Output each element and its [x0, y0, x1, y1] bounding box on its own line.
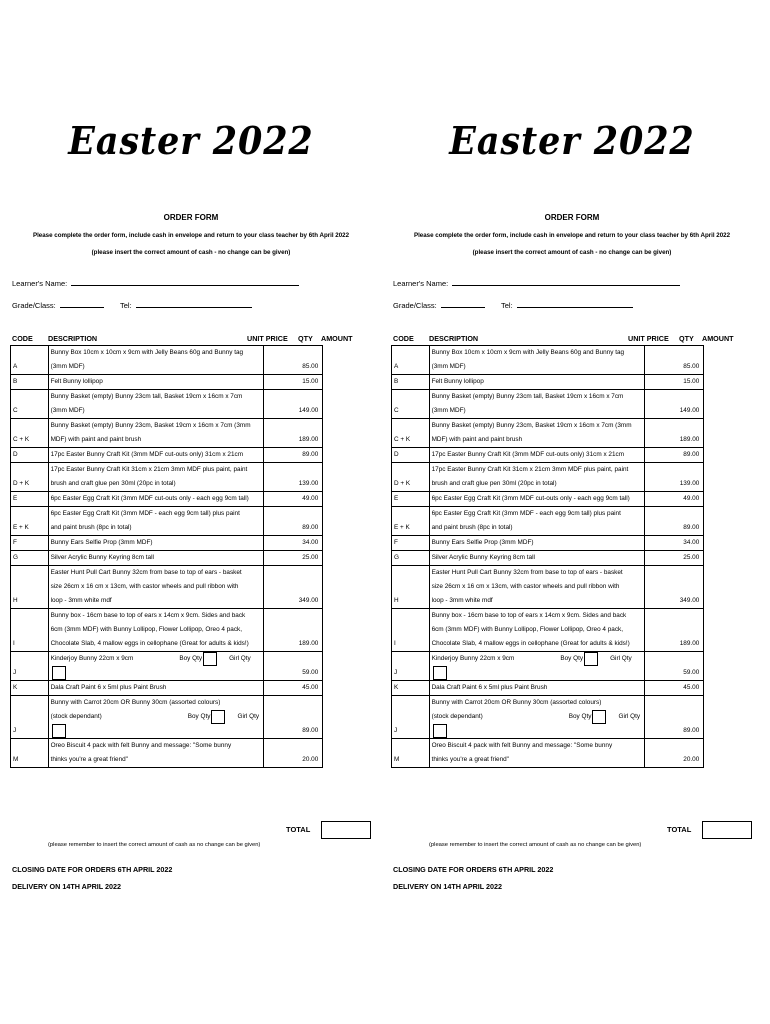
- item-description-text: Bunny box - 16cm base to top of ears x 14cm x 9cm. Sides and back 6cm (3mm MDF) with Bunny Lollipop, Flower Lollipop, Oreo 4 pack, Chocolate Slab, 4 mallow eggs in cellophane (Great for adults & kids!): [50, 612, 249, 647]
- item-description-text: 17pc Easter Bunny Craft Kit 31cm x 21cm 3mm MDF plus paint, paint brush and craft glue pen 30ml (20pc in total): [50, 466, 248, 487]
- total-label: TOTAL: [286, 825, 311, 834]
- item-description: [48, 346, 264, 375]
- table-row: [392, 375, 744, 390]
- total-amount-box[interactable]: [702, 821, 752, 839]
- item-description: [429, 390, 645, 419]
- item-description-text: 17pc Easter Bunny Craft Kit (3mm MDF cut-outs only) 31cm x 21cm: [431, 451, 625, 458]
- item-description: [429, 566, 645, 609]
- table-row: [392, 507, 744, 536]
- girl-qty-label: Girl Qty: [237, 713, 260, 720]
- grade-class-label: Grade/Class:: [12, 301, 56, 310]
- item-qty-cell[interactable]: [323, 507, 362, 536]
- boy-qty-box[interactable]: [592, 710, 606, 724]
- item-description-text: 17pc Easter Bunny Craft Kit (3mm MDF cut-outs only) 31cm x 21cm: [50, 451, 244, 458]
- item-qty-cell[interactable]: [704, 609, 743, 652]
- learner-name-label: Learner's Name:: [12, 279, 68, 288]
- girl-qty-label: Girl Qty: [229, 655, 251, 662]
- table-row: [392, 390, 744, 419]
- item-description-line: Bunny with Carrot 20cm OR Bunny 30cm (assorted colours): [431, 699, 602, 706]
- item-description-text: Dala Craft Paint 6 x 5ml plus Paint Brush: [50, 684, 167, 691]
- order-items-table: [10, 345, 362, 768]
- item-code: M: [11, 739, 49, 768]
- item-description: [429, 551, 645, 566]
- order-items-table: [391, 345, 743, 768]
- item-qty-cell[interactable]: [323, 375, 362, 390]
- item-description-text: Bunny Basket (empty) Bunny 23cm, Basket 19cm x 16cm x 7cm (3mm MDF) with paint and paint brush: [431, 422, 632, 443]
- item-description: [429, 739, 645, 768]
- item-description-text: Bunny box - 16cm base to top of ears x 14cm x 9cm. Sides and back 6cm (3mm MDF) with Bunny Lollipop, Flower Lollipop, Oreo 4 pack, Chocolate Slab, 4 mallow eggs in cellophane (Great for adults & kids!): [431, 612, 630, 647]
- item-unit-price: 20.00: [264, 739, 323, 768]
- item-unit-price: 15.00: [645, 375, 704, 390]
- total-label: TOTAL: [667, 825, 692, 834]
- table-row: [11, 507, 363, 536]
- table-row: [11, 566, 363, 609]
- table-row: [11, 419, 363, 448]
- table-row: [392, 346, 744, 375]
- table-row: [11, 448, 363, 463]
- item-qty-cell[interactable]: [704, 492, 743, 507]
- item-description-text: Bunny Basket (empty) Bunny 23cm, Basket 19cm x 16cm x 7cm (3mm MDF) with paint and paint brush: [50, 422, 251, 443]
- girl-qty-label: Girl Qty: [610, 655, 632, 662]
- item-code: A: [392, 346, 430, 375]
- item-code: E + K: [11, 507, 49, 536]
- item-description: [429, 448, 645, 463]
- item-qty-cell[interactable]: [704, 390, 743, 419]
- item-unit-price: 349.00: [264, 566, 323, 609]
- table-row: [392, 739, 744, 768]
- item-description: [48, 696, 264, 739]
- boy-qty-label: Boy Qty: [187, 713, 211, 720]
- girl-qty-box[interactable]: [52, 724, 66, 738]
- grade-class-field[interactable]: [393, 299, 485, 310]
- item-description-line: Kinderjoy Bunny 22cm x 9cm: [50, 655, 134, 662]
- item-unit-price: 149.00: [645, 390, 704, 419]
- header-unit-price: UNIT PRICE: [247, 334, 288, 343]
- item-description-text: Silver Acrylic Bunny Keyring 8cm tall: [50, 554, 154, 561]
- item-qty-cell[interactable]: [704, 346, 743, 375]
- item-description: [429, 375, 645, 390]
- item-unit-price: 15.00: [264, 375, 323, 390]
- table-row: [392, 609, 744, 652]
- item-unit-price: 139.00: [264, 463, 323, 492]
- item-qty-cell[interactable]: [704, 375, 743, 390]
- item-code: J: [392, 696, 430, 739]
- table-row: [392, 463, 744, 492]
- item-qty-cell[interactable]: [323, 652, 362, 681]
- item-description: [429, 492, 645, 507]
- header-code: CODE: [393, 334, 414, 343]
- item-description-text: Dala Craft Paint 6 x 5ml plus Paint Brush: [431, 684, 548, 691]
- table-row: [11, 551, 363, 566]
- item-unit-price: 139.00: [645, 463, 704, 492]
- item-code: E + K: [392, 507, 430, 536]
- table-row: [392, 536, 744, 551]
- item-description-text: Silver Acrylic Bunny Keyring 8cm tall: [431, 554, 535, 561]
- item-description: [48, 536, 264, 551]
- item-unit-price: 45.00: [645, 681, 704, 696]
- item-description: [429, 536, 645, 551]
- item-code: D + K: [11, 463, 49, 492]
- item-qty-cell[interactable]: [704, 652, 743, 681]
- item-qty-cell[interactable]: [704, 419, 743, 448]
- learner-name-field[interactable]: [393, 277, 680, 288]
- item-unit-price: 89.00: [645, 448, 704, 463]
- table-row: [11, 681, 363, 696]
- instruction-text: Please complete the order form, include cash in envelope and return to your class teacher by 6th April 2022: [413, 232, 731, 239]
- item-description-text: Felt Bunny lollipop: [50, 378, 103, 385]
- header-qty: QTY: [298, 334, 313, 343]
- girl-qty-box[interactable]: [433, 724, 447, 738]
- item-code: E: [11, 492, 49, 507]
- item-code: B: [392, 375, 430, 390]
- item-code: G: [392, 551, 430, 566]
- item-unit-price: 49.00: [645, 492, 704, 507]
- boy-qty-box[interactable]: [211, 710, 225, 724]
- order-form-heading: ORDER FORM: [544, 213, 600, 222]
- girl-qty-label: Girl Qty: [618, 713, 641, 720]
- header-description: DESCRIPTION: [48, 334, 98, 343]
- item-code: C: [11, 390, 49, 419]
- table-row: [11, 696, 363, 739]
- delivery-date: DELIVERY ON 14TH APRIL 2022: [393, 882, 503, 891]
- table-row: [392, 419, 744, 448]
- item-qty-cell[interactable]: [323, 419, 362, 448]
- order-form-heading: ORDER FORM: [163, 213, 219, 222]
- item-unit-price: 89.00: [645, 507, 704, 536]
- item-description: [429, 681, 645, 696]
- item-unit-price: 49.00: [264, 492, 323, 507]
- item-qty-cell[interactable]: [323, 536, 362, 551]
- table-row: [392, 551, 744, 566]
- item-code: H: [11, 566, 49, 609]
- table-row: [11, 463, 363, 492]
- item-unit-price: 189.00: [264, 609, 323, 652]
- reminder-note: (please remember to insert the correct amount of cash as no change can be given): [429, 842, 642, 848]
- table-row: [11, 375, 363, 390]
- item-description: [48, 652, 264, 681]
- cash-note: (please insert the correct amount of cash - no change can be given): [472, 249, 672, 256]
- item-code: I: [392, 609, 430, 652]
- tel-field[interactable]: [501, 299, 633, 310]
- grade-class-label: Grade/Class:: [393, 301, 437, 310]
- item-description: [48, 419, 264, 448]
- header-unit-price: UNIT PRICE: [628, 334, 669, 343]
- girl-qty-box[interactable]: [433, 666, 447, 680]
- item-description-text: Bunny Box 10cm x 10cm x 9cm with Jelly Beans 60g and Bunny tag (3mm MDF): [431, 349, 625, 370]
- item-description-line: (stock dependant): [50, 713, 102, 720]
- delivery-date: DELIVERY ON 14TH APRIL 2022: [12, 882, 122, 891]
- item-code: A: [11, 346, 49, 375]
- grade-class-field[interactable]: [12, 299, 104, 310]
- item-code: K: [392, 681, 430, 696]
- item-unit-price: 34.00: [264, 536, 323, 551]
- closing-date: CLOSING DATE FOR ORDERS 6TH APRIL 2022: [12, 865, 173, 874]
- item-unit-price: 149.00: [264, 390, 323, 419]
- item-code: F: [392, 536, 430, 551]
- item-description-line: (stock dependant): [431, 713, 483, 720]
- boy-qty-label: Boy Qty: [560, 655, 584, 662]
- boy-qty-label: Boy Qty: [179, 655, 203, 662]
- reminder-note: (please remember to insert the correct amount of cash as no change can be given): [48, 842, 261, 848]
- item-unit-price: 45.00: [264, 681, 323, 696]
- item-qty-cell[interactable]: [323, 463, 362, 492]
- item-description: [429, 346, 645, 375]
- item-description: [48, 463, 264, 492]
- item-description: [429, 609, 645, 652]
- item-description: [48, 507, 264, 536]
- table-row: [11, 492, 363, 507]
- item-qty-cell[interactable]: [323, 696, 362, 739]
- item-code: C + K: [392, 419, 430, 448]
- item-qty-cell[interactable]: [704, 551, 743, 566]
- item-description: [429, 419, 645, 448]
- cash-note: (please insert the correct amount of cash - no change can be given): [91, 249, 291, 256]
- tel-label: Tel:: [120, 301, 132, 310]
- item-unit-price: 89.00: [264, 696, 323, 739]
- item-qty-cell[interactable]: [323, 566, 362, 609]
- header-code: CODE: [12, 334, 33, 343]
- item-description: [429, 463, 645, 492]
- table-row: [11, 390, 363, 419]
- tel-field[interactable]: [120, 299, 252, 310]
- item-qty-cell[interactable]: [323, 448, 362, 463]
- item-qty-cell[interactable]: [704, 739, 743, 768]
- item-description-text: Easter Hunt Pull Cart Bunny 32cm from base to top of ears - basket size 26cm x 16 cm x 13cm, with castor wheels and pull ribbon with loop - 3mm white mdf: [431, 569, 623, 604]
- table-row: [392, 448, 744, 463]
- item-description-text: 6pc Easter Egg Craft Kit (3mm MDF - each egg 9cm tall) plus paint and paint brush (8pc in total): [431, 510, 621, 531]
- item-qty-cell[interactable]: [704, 507, 743, 536]
- table-row: [392, 696, 744, 739]
- item-code: H: [392, 566, 430, 609]
- item-description-text: 6pc Easter Egg Craft Kit (3mm MDF cut-outs only - each egg 9cm tall): [431, 495, 630, 502]
- item-description-text: Oreo Biscuit 4 pack with felt Bunny and message: "Some bunny thinks you're a great friend": [50, 742, 232, 763]
- item-code: D: [392, 448, 430, 463]
- item-code: J: [392, 652, 430, 681]
- item-unit-price: 189.00: [645, 609, 704, 652]
- item-description-line: Kinderjoy Bunny 22cm x 9cm: [431, 655, 515, 662]
- item-description: [48, 551, 264, 566]
- item-code: K: [11, 681, 49, 696]
- header-description: DESCRIPTION: [429, 334, 479, 343]
- item-unit-price: 189.00: [264, 419, 323, 448]
- item-qty-cell[interactable]: [704, 681, 743, 696]
- item-code: B: [11, 375, 49, 390]
- form-title: Easter 2022: [68, 118, 314, 163]
- item-code: J: [11, 696, 49, 739]
- item-unit-price: 349.00: [645, 566, 704, 609]
- item-description: [48, 566, 264, 609]
- item-code: D: [11, 448, 49, 463]
- item-description: [48, 609, 264, 652]
- table-row: [11, 652, 363, 681]
- item-qty-cell[interactable]: [704, 536, 743, 551]
- item-qty-cell[interactable]: [323, 390, 362, 419]
- header-amount: AMOUNT: [321, 334, 353, 343]
- item-description: [48, 390, 264, 419]
- item-qty-cell[interactable]: [323, 609, 362, 652]
- table-row: [11, 536, 363, 551]
- item-unit-price: 20.00: [645, 739, 704, 768]
- item-qty-cell[interactable]: [323, 681, 362, 696]
- item-description: [48, 492, 264, 507]
- total-amount-box[interactable]: [321, 821, 371, 839]
- item-unit-price: 59.00: [645, 652, 704, 681]
- item-unit-price: 189.00: [645, 419, 704, 448]
- item-description-text: 6pc Easter Egg Craft Kit (3mm MDF - each egg 9cm tall) plus paint and paint brush (8pc in total): [50, 510, 240, 531]
- girl-qty-box[interactable]: [52, 666, 66, 680]
- item-description: [429, 696, 645, 739]
- learner-name-label: Learner's Name:: [393, 279, 449, 288]
- table-row: [11, 346, 363, 375]
- item-qty-cell[interactable]: [704, 566, 743, 609]
- table-row: [11, 609, 363, 652]
- item-unit-price: 59.00: [264, 652, 323, 681]
- table-row: [392, 681, 744, 696]
- item-unit-price: 89.00: [264, 507, 323, 536]
- item-qty-cell[interactable]: [323, 492, 362, 507]
- item-description-line: Bunny with Carrot 20cm OR Bunny 30cm (assorted colours): [50, 699, 221, 706]
- table-row: [392, 652, 744, 681]
- item-qty-cell[interactable]: [704, 463, 743, 492]
- closing-date: CLOSING DATE FOR ORDERS 6TH APRIL 2022: [393, 865, 554, 874]
- item-description-text: Bunny Ears Selfie Prop (3mm MDF): [431, 539, 534, 546]
- learner-name-field[interactable]: [12, 277, 299, 288]
- table-row: [11, 739, 363, 768]
- item-description: [429, 507, 645, 536]
- item-code: J: [11, 652, 49, 681]
- item-description: [48, 681, 264, 696]
- item-code: C + K: [11, 419, 49, 448]
- item-code: I: [11, 609, 49, 652]
- item-description-text: Oreo Biscuit 4 pack with felt Bunny and message: "Some bunny thinks you're a great friend": [431, 742, 613, 763]
- item-qty-cell[interactable]: [323, 346, 362, 375]
- item-description-text: 6pc Easter Egg Craft Kit (3mm MDF cut-outs only - each egg 9cm tall): [50, 495, 249, 502]
- item-code: G: [11, 551, 49, 566]
- item-description: [48, 375, 264, 390]
- item-description-text: Bunny Basket (empty) Bunny 23cm tall, Basket 19cm x 16cm x 7cm (3mm MDF): [431, 393, 624, 414]
- item-unit-price: 34.00: [645, 536, 704, 551]
- item-description-text: Bunny Ears Selfie Prop (3mm MDF): [50, 539, 153, 546]
- item-unit-price: 25.00: [264, 551, 323, 566]
- item-description: [48, 448, 264, 463]
- item-description-text: Felt Bunny lollipop: [431, 378, 484, 385]
- item-description-text: Easter Hunt Pull Cart Bunny 32cm from base to top of ears - basket size 26cm x 16 cm x 13cm, with castor wheels and pull ribbon with loop - 3mm white mdf: [50, 569, 242, 604]
- item-unit-price: 89.00: [645, 696, 704, 739]
- item-unit-price: 89.00: [264, 448, 323, 463]
- item-qty-cell[interactable]: [704, 448, 743, 463]
- table-row: [392, 492, 744, 507]
- table-row: [392, 566, 744, 609]
- item-code: M: [392, 739, 430, 768]
- item-description-text: 17pc Easter Bunny Craft Kit 31cm x 21cm 3mm MDF plus paint, paint brush and craft glue pen 30ml (20pc in total): [431, 466, 629, 487]
- item-description-text: Bunny Basket (empty) Bunny 23cm tall, Basket 19cm x 16cm x 7cm (3mm MDF): [50, 393, 243, 414]
- item-code: E: [392, 492, 430, 507]
- boy-qty-box[interactable]: [203, 652, 217, 666]
- header-amount: AMOUNT: [702, 334, 734, 343]
- item-code: D + K: [392, 463, 430, 492]
- form-title: Easter 2022: [449, 118, 695, 163]
- item-description: [429, 652, 645, 681]
- item-qty-cell[interactable]: [323, 739, 362, 768]
- item-code: C: [392, 390, 430, 419]
- item-qty-cell[interactable]: [704, 696, 743, 739]
- boy-qty-box[interactable]: [584, 652, 598, 666]
- item-code: F: [11, 536, 49, 551]
- item-qty-cell[interactable]: [323, 551, 362, 566]
- instruction-text: Please complete the order form, include cash in envelope and return to your class teacher by 6th April 2022: [32, 232, 350, 239]
- item-description: [48, 739, 264, 768]
- item-description-text: Bunny Box 10cm x 10cm x 9cm with Jelly Beans 60g and Bunny tag (3mm MDF): [50, 349, 244, 370]
- item-unit-price: 85.00: [264, 346, 323, 375]
- header-qty: QTY: [679, 334, 694, 343]
- item-unit-price: 25.00: [645, 551, 704, 566]
- boy-qty-label: Boy Qty: [568, 713, 592, 720]
- item-unit-price: 85.00: [645, 346, 704, 375]
- tel-label: Tel:: [501, 301, 513, 310]
